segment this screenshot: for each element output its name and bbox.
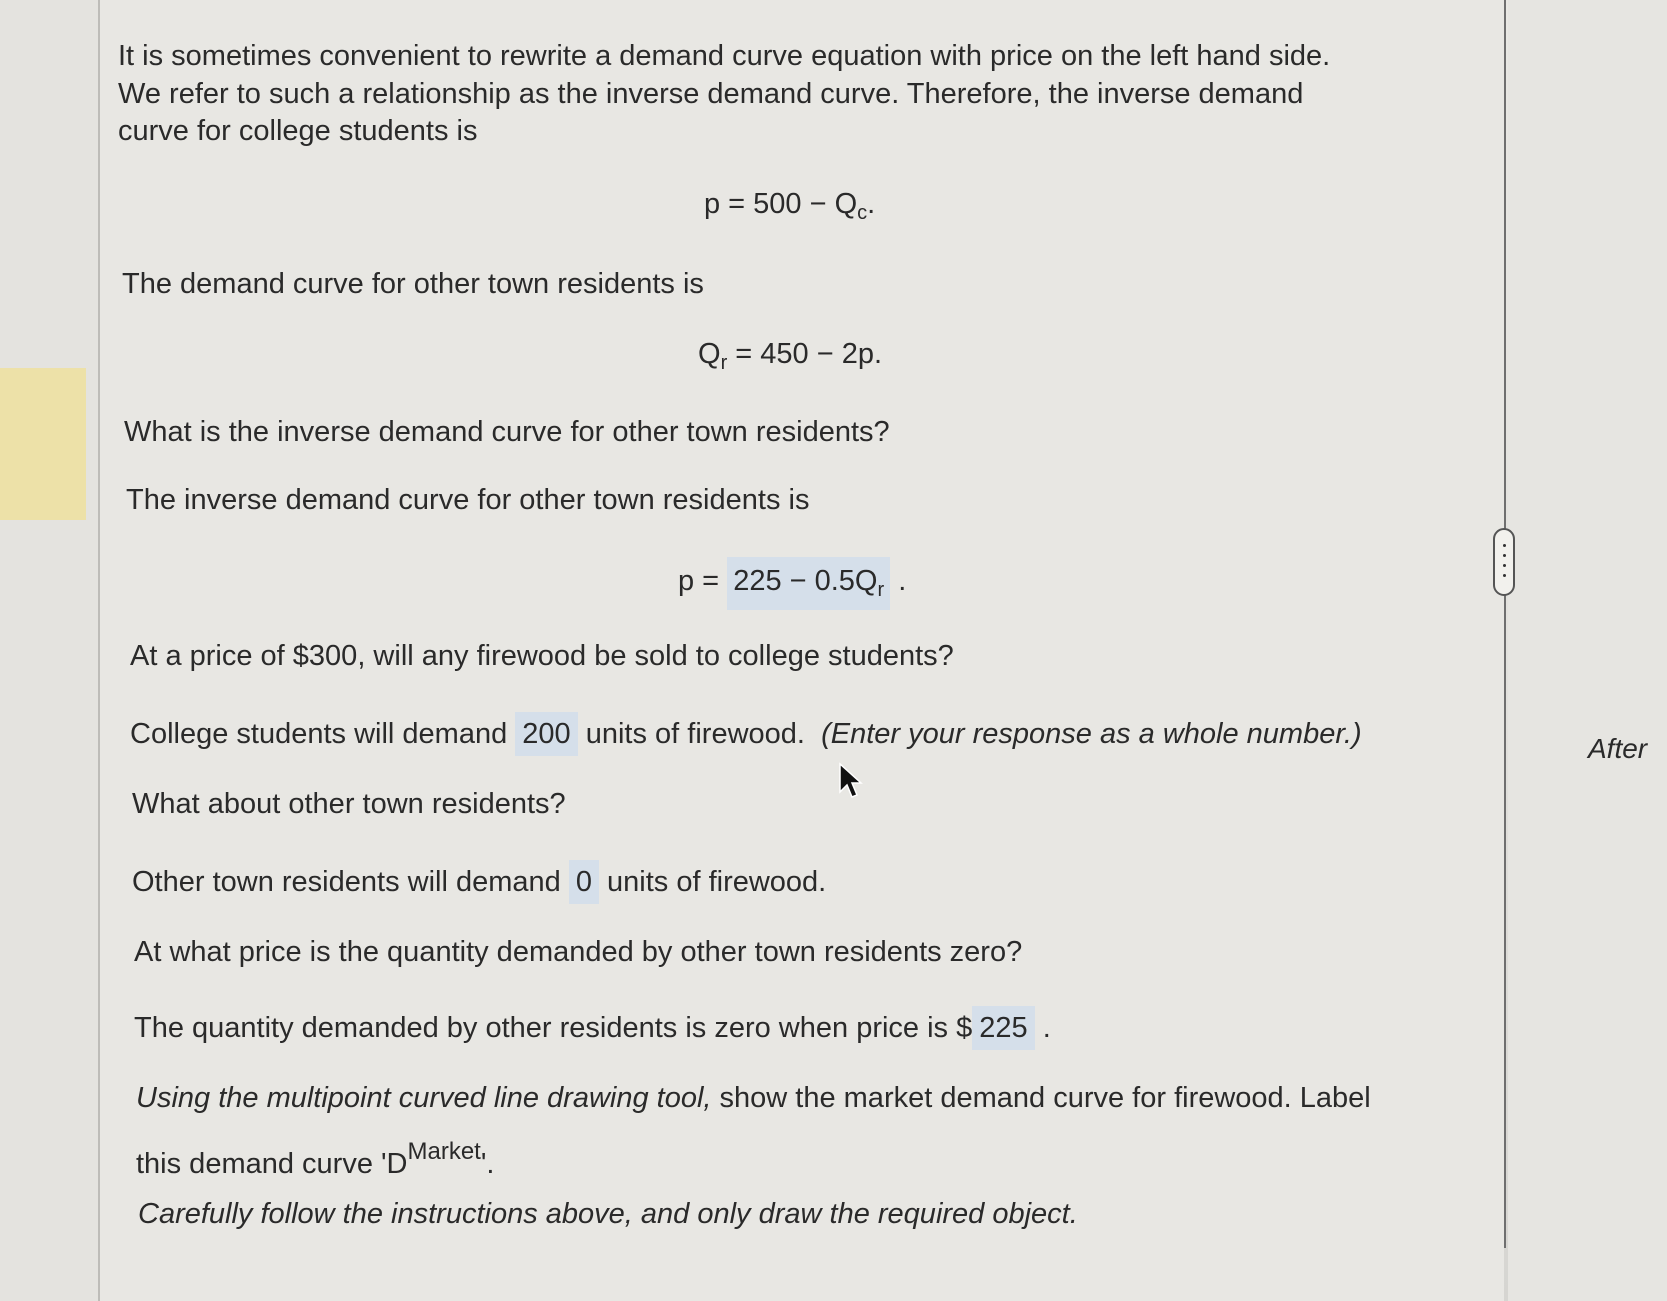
college-inverse-demand-equation xyxy=(704,188,875,225)
zero-price-answer-field[interactable]: 225 xyxy=(972,1006,1034,1050)
college-demand-row xyxy=(130,712,1362,756)
drawing-tool-instruction: Using the multipoint curved line drawing tool, xyxy=(136,1082,712,1114)
eq2-subscript: r xyxy=(720,352,728,374)
question-zero-demand-price: At what price is the quantity demanded by other town residents zero? xyxy=(134,936,1023,968)
inverse-demand-answer-value: 225 − 0.5Q xyxy=(733,565,878,597)
eq2-rhs: = 450 − 2p. xyxy=(727,338,883,370)
vertical-ellipsis-icon[interactable] xyxy=(1493,528,1515,596)
left-question-list[interactable] xyxy=(0,0,100,1301)
zero-price-prefix: The quantity demanded by other residents is zero when price is $ xyxy=(134,1012,973,1044)
zero-demand-price-row xyxy=(134,1006,1051,1050)
residents-demand-answer-field[interactable]: 0 xyxy=(569,860,599,904)
label-superscript: Market xyxy=(407,1138,481,1165)
drawing-instruction-line-2 xyxy=(136,1134,494,1182)
drawing-warning: Carefully follow the instructions above, and only draw the required object. xyxy=(138,1198,1078,1230)
eq2-q: Q xyxy=(698,338,721,370)
intro-line-2: We refer to such a relationship as the inverse demand curve. Therefore, the inverse demand xyxy=(118,78,1304,110)
inverse-demand-answer-row xyxy=(678,557,906,610)
intro-line-3: curve for college students is xyxy=(118,115,478,147)
inverse-demand-answer-field[interactable] xyxy=(727,557,890,610)
graph-panel[interactable] xyxy=(1508,0,1667,1301)
mouse-pointer-icon xyxy=(838,762,864,800)
whole-number-hint: (Enter your response as a whole number.) xyxy=(821,718,1362,750)
label-prefix: this demand curve 'D xyxy=(136,1148,408,1180)
current-question-highlight[interactable] xyxy=(0,368,86,520)
zero-price-end: . xyxy=(1042,1012,1051,1044)
question-panel xyxy=(100,0,1504,1301)
college-demand-suffix: units of firewood. xyxy=(577,718,805,750)
residents-demand-equation xyxy=(698,338,882,375)
question-other-residents: What about other town residents? xyxy=(132,788,566,820)
panel-divider[interactable] xyxy=(1504,0,1506,1248)
label-end: '. xyxy=(480,1148,495,1180)
graph-panel-partial-text: After xyxy=(1588,733,1648,764)
residents-demand-suffix: units of firewood. xyxy=(598,866,827,898)
question-price-300: At a price of $300, will any firewood be sold to college students? xyxy=(130,640,954,672)
drawing-instruction-line-1 xyxy=(136,1080,1371,1116)
residents-demand-prefix: Other town residents will demand xyxy=(132,866,569,898)
inverse-demand-end: . xyxy=(898,565,907,597)
drawing-instruction-rest: show the market demand curve for firewood. Label xyxy=(711,1082,1371,1114)
eq1-main: p = 500 − Q xyxy=(704,188,858,220)
inverse-demand-lead: The inverse demand curve for other town residents is xyxy=(126,484,810,516)
question-inverse-demand: What is the inverse demand curve for other town residents? xyxy=(124,416,890,448)
college-demand-answer-field[interactable]: 200 xyxy=(515,712,577,756)
residents-demand-row xyxy=(132,860,826,904)
eq1-subscript: c xyxy=(857,202,868,224)
eq1-end: . xyxy=(867,188,876,220)
residents-intro: The demand curve for other town residents is xyxy=(122,268,704,300)
inverse-demand-answer-subscript: r xyxy=(877,579,885,601)
intro-line-1: It is sometimes convenient to rewrite a demand curve equation with price on the left hand side. xyxy=(118,40,1331,72)
inverse-demand-prefix: p = xyxy=(678,565,728,597)
college-demand-prefix: College students will demand xyxy=(130,718,516,750)
